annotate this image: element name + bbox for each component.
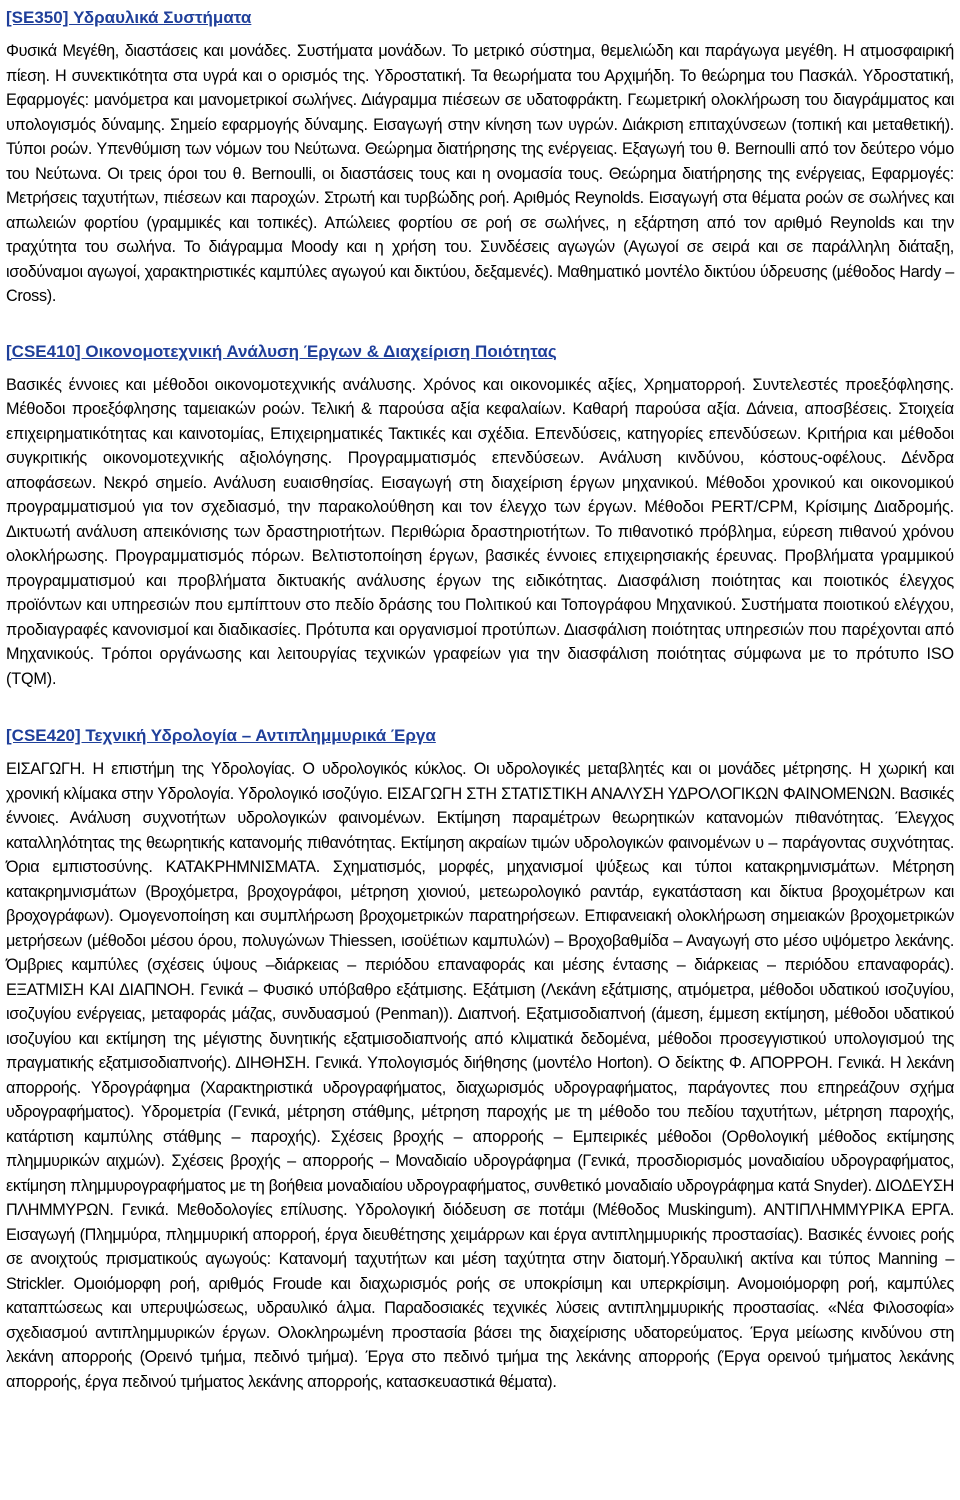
course-description: Βασικές έννοιες και μέθοδοι οικονομοτεχνικής ανάλυσης. Χρόνος και οικονομικές αξίες, Χρηματορροή. Συντελεστές προεξόφλησης. Μέθοδοι προεξόφλησης ταμειακών ροών. Τελική & παρούσα αξία κεφαλαίων. Καθαρή παρούσα αξία. Δάνεια, αποσβέσεις. Στοιχεία επιχειρηματικότητας και καινοτομίας, Επιχειρηματικές Τακτικές και σχέδια. Επενδύσεις, κατηγορίες επενδύσεων. Κριτήρια και μέθοδοι συγκριτικής οικονομοτεχνικής αξιολόγησης. Προγραμματισμός επενδύσεων. Ανάλυση κινδύνου, κόστους-οφέλους. Δένδρα αποφάσεων. Νεκρό σημείο. Ανάλυση ευαισθησίας. Εισαγωγή στη διαχείριση έργων μηχανικού. Μέθοδοι χρονικού και οικονομικού προγραμματισμού για τον σχεδιασμό, την παρακολούθηση και τον έλεγχο των έργων. Μέθοδοι PERT/CPM, Κρίσιμης Διαδρομής. Δικτυωτή ανάλυση απεικόνισης των δραστηριοτήτων. Περιθώρια δραστηριοτήτων. Το πιθανοτικό πρόβλημα, εύρεση πιθανού χρόνου ολοκλήρωσης. Προγραμματισμός πόρων. Βελτιστοποίηση έργων, βασικές έννοιες επιχειρησιακής έρευνας. Προβλήματα γραμμικού προγραμματισμού και προβλήματα δικτυακής ανάλυσης έργων της ειδικότητας. Διασφάλιση ποιότητας και ποιοτικός έλεγχος προϊόντων και υπηρεσιών που εμπίπτουν στο πεδίο δράσης του Πολιτικού και Τοπογράφου Μηχανικού. Συστήματα ποιοτικού ελέγχου, προδιαγραφές κανονισμοί και διαδικασίες. Πρότυπα και οργανισμοί προτύπων. Διασφάλιση ποιότητας υπηρεσιών που παρέχονται από Μηχανικούς. Τρόποι οργάνωσης και λειτουργίας τεχνικών γραφείων για την διασφάλιση ποιότητας σύμφωνα με το πρότυπο ISO (TQM). <box>6 375 954 688</box>
course-heading: [SE350] Υδραυλικά Συστήματα <box>6 8 252 27</box>
course-heading: [CSE410] Οικονομοτεχνική Ανάλυση Έργων & Διαχείριση Ποιότητας <box>6 341 557 361</box>
course-heading: [CSE420] Τεχνική Υδρολογία – Αντιπλημμυρικά Έργα <box>6 726 436 745</box>
course-description: Φυσικά Μεγέθη, διαστάσεις και μονάδες. Συστήματα μονάδων. Το μετρικό σύστημα, θεμελιώδη και παράγωγα μεγέθη. Η ατμοσφαιρική πίεση. Η συνεκτικότητα στα υγρά και ο ορισμός της. Υδροστατική. Τα θεωρήματα του Αρχιμήδη. Το θεώρημα του Πασκάλ. Υδροστατική, Εφαρμογές: μανόμετρα και μανομετρικοί σωλήνες. Διάγραμμα πιέσεων σε υδατοφράκτη. Γεωμετρική ολοκλήρωση του διαγράμματος και υπολογισμός δύναμης. Σημείο εφαρμογής δύναμης. Εισαγωγή στην κίνηση των υγρών. Διάκριση επιταχύνσεων (τοπική και μεταθετική). Τύποι ροών. Υπενθύμιση των νόμων του Νεύτωνα. Θεώρημα διατήρησης της ενέργειας. Εξαγωγή του θ. Bernoulli από τον δεύτερο νόμο του Νεύτωνα. Οι τρεις όροι του θ. Bernoulli, οι διαστάσεις τους και η ονομασία τους. Θεώρημα διατήρησης της ενέργειας, Εφαρμογές: Μετρήσεις ταχυτήτων, πιέσεων και παροχών. Στρωτή και τυρβώδης ροή. Αριθμός Reynolds. Εισαγωγή στα θέματα ροών σε σωλήνες και απωλειών φορτίου (γραμμικές και τοπικές). Απώλειες φορτίου σε ροή σε σωλήνες, η εξάρτηση από τον αριθμό Reynolds και την τραχύτητα του σωλήνα. Το διάγραμμα Moody και η χρήση του. Συνδέσεις αγωγών (Αγωγοί σε σειρά και σε παράλληλη διάταξη, ισοδύναμοι αγωγοί, χαρακτηριστικές καμπύλες αγωγού και δικτύου, δεξαμενές). Μαθηματικό μοντέλο δικτύου ύδρευσης (μέθοδος Hardy – Cross). <box>6 42 954 305</box>
course-section-cse420 <box>6 724 954 1394</box>
section-spacer <box>6 309 954 340</box>
section-spacer <box>6 691 954 724</box>
course-description: ΕΙΣΑΓΩΓΗ. Η επιστήμη της Υδρολογίας. Ο υδρολογικός κύκλος. Οι υδρολογικές μεταβλητές και οι μονάδες μέτρησης. Η χωρική και χρονική κλίμακα στην Υδρολογία. Υδρολογικό ισοζύγιο. ΕΙΣΑΓΩΓΗ ΣΤΗ ΣΤΑΤΙΣΤΙΚΗ ΑΝΑΛΥΣΗ ΥΔΡΟΛΟΓΙΚΩΝ ΦΑΙΝΟΜΕΝΩΝ. Βασικές έννοιες. Ανάλυση συχνοτήτων υδρολογικών φαινομένων. Εκτίμηση παραμέτρων θεωρητικών κατανομών πιθανότητας. Έλεγχος καταλληλότητας της θεωρητικής κατανομής πιθανότητας. Εκτίμηση ακραίων τιμών υδρολογικών φαινομένων υ – παράγοντας συχνότητας. Όρια εμπιστοσύνης. ΚΑΤΑΚΡΗΜΝΙΣΜΑΤΑ. Σχηματισμός, μορφές, μηχανισμοί ψύξεως και τύποι κατακρημνισμάτων. Μέτρηση κατακρημνισμάτων (Βροχόμετρα, βροχογράφοι, μέτρηση χιονιού, μετεωρολογικό ραντάρ, εγκατάσταση και δίκτυα βροχομέτρων και βροχογράφων). Ομογενοποίηση και συμπλήρωση βροχομετρικών παρατηρήσεων. Επιφανειακή ολοκλήρωση σημειακών βροχομετρικών μετρήσεων (μέθοδοι μέσου όρου, πολυγώνων Thiessen, ισοϋέτιων καμπυλών) – Βροχοβαθμίδα – Αναγωγή στο μέσο υψόμετρο λεκάνης. Όμβριες καμπύλες (σχέσεις ύψους –διάρκειας – περιόδου επαναφοράς και μέσης έντασης – διάρκειας – περιόδου επαναφοράς). ΕΞΑΤΜΙΣΗ ΚΑΙ ΔΙΑΠΝΟΗ. Γενικά – Φυσικό υπόβαθρο εξάτμισης. Εξάτμιση (Λεκάνη εξάτμισης, ατμόμετρα, μέθοδοι υδατικού ισοζυγίου, ισοζυγίου ενέργειας, μεταφοράς μάζας, συνδυασμού (Penman)). Διαπνοή. Εξατμισοδιαπνοή (άμεση, έμμεση εκτίμηση, μέθοδοι υδατικού ισοζυγίου και εκτίμηση της μέγιστης δυνητικής εξατμισοδιαπνοής από κλιματικά δεδομένα, μέθοδοι προσεγγιστικού υπολογισμού της πραγματικής εξατμισοδιαπνοής). ΔΙΗΘΗΣΗ. Γενικά. Υπολογισμός διήθησης (μοντέλο Horton). Ο δείκτης Φ. ΑΠΟΡΡΟΗ. Γενικά. Η λεκάνη απορροής. Υδρογράφημα (Χαρακτηριστικά υδρογραφήματος, διαχωρισμός υδρογραφήματος, παράγοντες που επηρεάζουν σχήμα υδρογραφήματος). Υδρομετρία (Γενικά, μέτρηση στάθμης, μέτρηση παροχής με τη μέθοδο του πεδίου ταχυτήτων, μέτρηση παροχής, κατάρτιση καμπύλης στάθμης – παροχής). Σχέσεις βροχής – απορροής – Εμπειρικές μέθοδοι (Ορθολογική μέθοδος εκτίμησης πλημμυρικών αιχμών). Σχέσεις βροχής – απορροής – Μοναδιαίο υδρογράφημα (Γενικά, προσδιορισμός μοναδιαίου υδρογραφήματος, εκτίμηση πλημμυρογραφήματος με τη βοήθεια μοναδιαίου υδρογραφήματος, συνθετικό μοναδιαίο υδρογράφημα κατά Snyder). ΔΙΟΔΕΥΣΗ ΠΛΗΜΜΥΡΩΝ. Γενικά. Μεθοδολογίες επίλυσης. Υδρολογική διόδευση σε ποτάμι (Μέθοδος Muskingum). ΑΝΤΙΠΛΗΜΜΥΡΙΚΑ ΕΡΓΑ. Εισαγωγή (Πλημμύρα, πλημμυρική απορροή, έργα διευθέτησης χειμάρρων και έργα αντιπλημμυρικής προστασίας). Βασικές έννοιες ροής σε ανοιχτούς πρισματικούς αγωγούς: Κατανομή ταχυτήτων και μέση ταχύτητα στην διατομή.Υδραυλική ακτίνα και τύπος Manning – Strickler. Ομοιόμορφη ροή, αριθμός Froude και διαχωρισμός ροής σε υποκρίσιμη και υπερκρίσιμη. Ανομοιόμορφη ροή, καμπύλες καταπτώσεως και υπερυψώσεως, υδραυλικό άλμα. Παραδοσιακές τεχνικές λύσεις αντιπλημμυρικής προστασίας. «Νέα Φιλοσοφία» σχεδιασμού αντιπλημμυρικών έργων. Ολοκληρωμένη προστασία βάσει της διαχείρισης υδατορεύματος. Έργα μείωσης κινδύνου στη λεκάνη απορροής (Ορεινό τμήμα, πεδινό τμήμα). Έργα στο πεδινό τμήμα της λεκάνης απορροής (Έργα ορεινού τμήματος λεκάνης απορροής, έργα πεδινού τμήματος λεκάνης απορροής, κατασκευαστικά θέματα). <box>6 760 954 1391</box>
course-section-se350 <box>6 6 954 309</box>
course-section-cse410 <box>6 340 954 692</box>
